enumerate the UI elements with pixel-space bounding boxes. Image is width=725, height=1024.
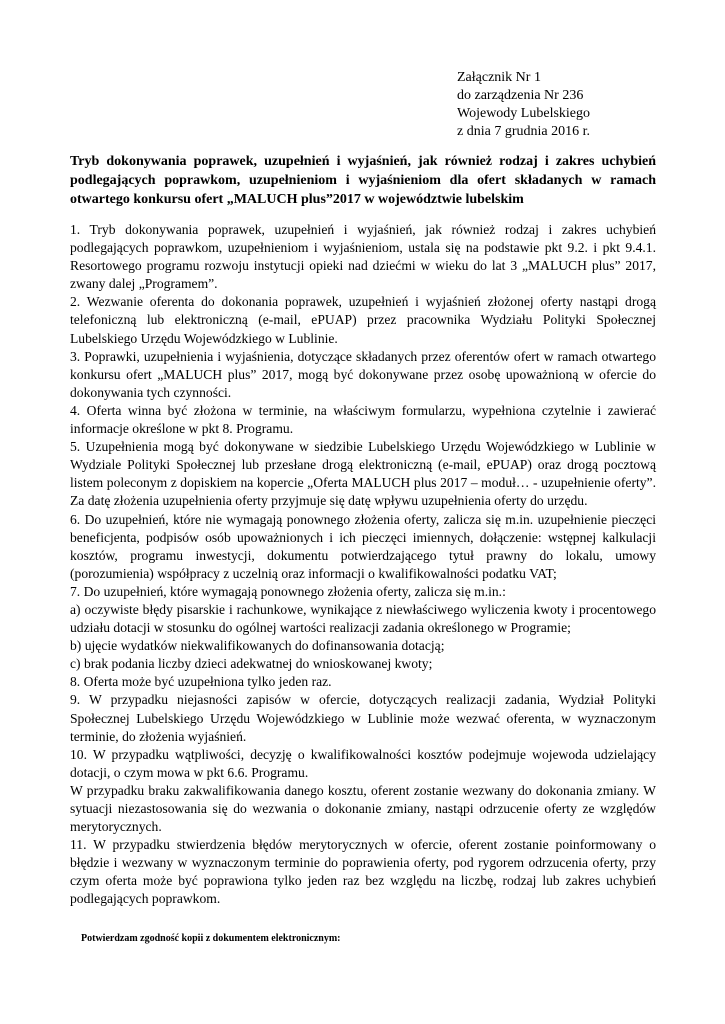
paragraph-10-continued: W przypadku braku zakwalifikowania danego kosztu, oferent zostanie wezwany do dokonania zmiany. W sytuacji niezastosowania się do wezwania o dokonanie zmiany, nastąpi odrzucenie oferty ze względów merytorycznych. <box>70 782 656 835</box>
paragraph-7b: b) ujęcie wydatków niekwalifikowanych do dofinansowania dotacją; <box>70 638 445 654</box>
header-line-ordinance: do zarządzenia Nr 236 <box>457 88 584 103</box>
document-title: Tryb dokonywania poprawek, uzupełnień i wyjaśnień, jak również rodzaj i zakres uchybień podlegających poprawkom, uzupełnieniom i wyjaśnieniom dla ofert składanych w ramach otwartego konkursu ofert „MALUCH plus”2017 w województwie lubelskim <box>70 154 656 207</box>
paragraph-11: 11. W przypadku stwierdzenia błędów merytorycznych w ofercie, oferent zostanie poinformowany o błędzie i wezwany w wyznaczonym terminie do poprawienia oferty, pod rygorem odrzucenia oferty, przy czym oferta może być poprawiona tylko jeden raz bez względu na liczbę, rodzaj lub zakres uchybień podlegających poprawkom. <box>70 837 656 907</box>
paragraph-10: 10. W przypadku wątpliwości, decyzję o kwalifikowalności kosztów podejmuje wojewoda udzielający dotacji, o czym mowa w pkt 6.6. Programu. <box>70 746 656 780</box>
paragraph-9: 9. W przypadku niejasności zapisów w ofercie, dotyczących realizacji zadania, Wydział Polityki Społecznej Lubelskiego Urzędu Wojewódzkiego w Lublinie może wezwać oferenta, w wyznaczonym terminie, do złożenia wyjaśnień. <box>70 692 656 744</box>
header-line-attachment: Załącznik Nr 1 <box>457 70 541 85</box>
paragraph-2: 2. Wezwanie oferenta do dokonania poprawek, uzupełnień i wyjaśnień złożonej oferty nastąpi drogą telefoniczną lub elektroniczną (e-mail, ePUAP) przez pracownika Wydziału Polityki Społecznej Lubelskiego Urzędu Wojewódzkiego w Lublinie. <box>70 294 656 346</box>
header-line-date: z dnia 7 grudnia 2016 r. <box>457 124 590 139</box>
paragraph-7a: a) oczywiste błędy pisarskie i rachunkowe, wynikające z niewłaściwego wyliczenia kwoty i procentowego udziału dotacji w stosunku do ogólnej wartości realizacji zadania określonego w Programie; <box>70 601 656 636</box>
header-line-voivode: Wojewody Lubelskiego <box>457 106 591 121</box>
paragraph-7c: c) brak podania liczby dzieci adekwatnej do wnioskowanej kwoty; <box>70 656 433 672</box>
paragraph-1: 1. Tryb dokonywania poprawek, uzupełnień i wyjaśnień, jak również rodzaj i zakres uchybień podlegających poprawkom, uzupełnieniom i wyjaśnieniom, ustala się na podstawie pkt 9.2. i pkt 9.4.1. Resortowego programu rozwoju instytucji opieki nad dziećmi w wieku do lat 3 „MALUCH plus” 2017, zwany dalej „Programem”. <box>70 222 656 292</box>
attachment-header <box>457 69 590 141</box>
paragraph-5: 5. Uzupełnienia mogą być dokonywane w siedzibie Lubelskiego Urzędu Wojewódzkiego w Lublinie w Wydziale Polityki Społecznej lub przesłane drogą elektroniczną (e-mail, ePUAP) oraz drogą pocztową listem poleconym z dopiskiem na kopercie „Oferta MALUCH plus 2017 – moduł… - uzupełnienie oferty”. Za datę złożenia uzupełnienia oferty przyjmuje się datę wpływu uzupełnienia oferty do urzędu. <box>70 439 656 509</box>
paragraph-3: 3. Poprawki, uzupełnienia i wyjaśnienia, dotyczące składanych przez oferentów ofert w ramach otwartego konkursu ofert „MALUCH plus” 2017, mogą być dokonywane przez osobę upoważnioną w ofercie do dokonywania tych czynności. <box>70 348 656 400</box>
paragraph-7: 7. Do uzupełnień, które wymagają ponownego złożenia oferty, zalicza się m.in.: <box>70 583 506 599</box>
document-body <box>70 221 656 909</box>
copy-confirmation-note: Potwierdzam zgodność kopii z dokumentem elektronicznym: <box>81 933 341 944</box>
paragraph-8: 8. Oferta może być uzupełniona tylko jeden raz. <box>70 674 332 690</box>
paragraph-6: 6. Do uzupełnień, które nie wymagają ponownego złożenia oferty, zalicza się m.in. uzupełnienie pieczęci beneficjenta, podpisów osób upoważnionych i ich pieczęci imiennych, dołączenie: wstępnej kalkulacji kosztów, programu inwestycji, dokumentu potwierdzającego tytuł prawny do lokalu, umowy (porozumienia) współpracy z uczelnią oraz informacji o kwalifikowalności podatku VAT; <box>70 511 656 581</box>
paragraph-4: 4. Oferta winna być złożona w terminie, na właściwym formularzu, wypełniona czytelnie i zawierać informacje określone w pkt 8. Programu. <box>70 402 656 437</box>
